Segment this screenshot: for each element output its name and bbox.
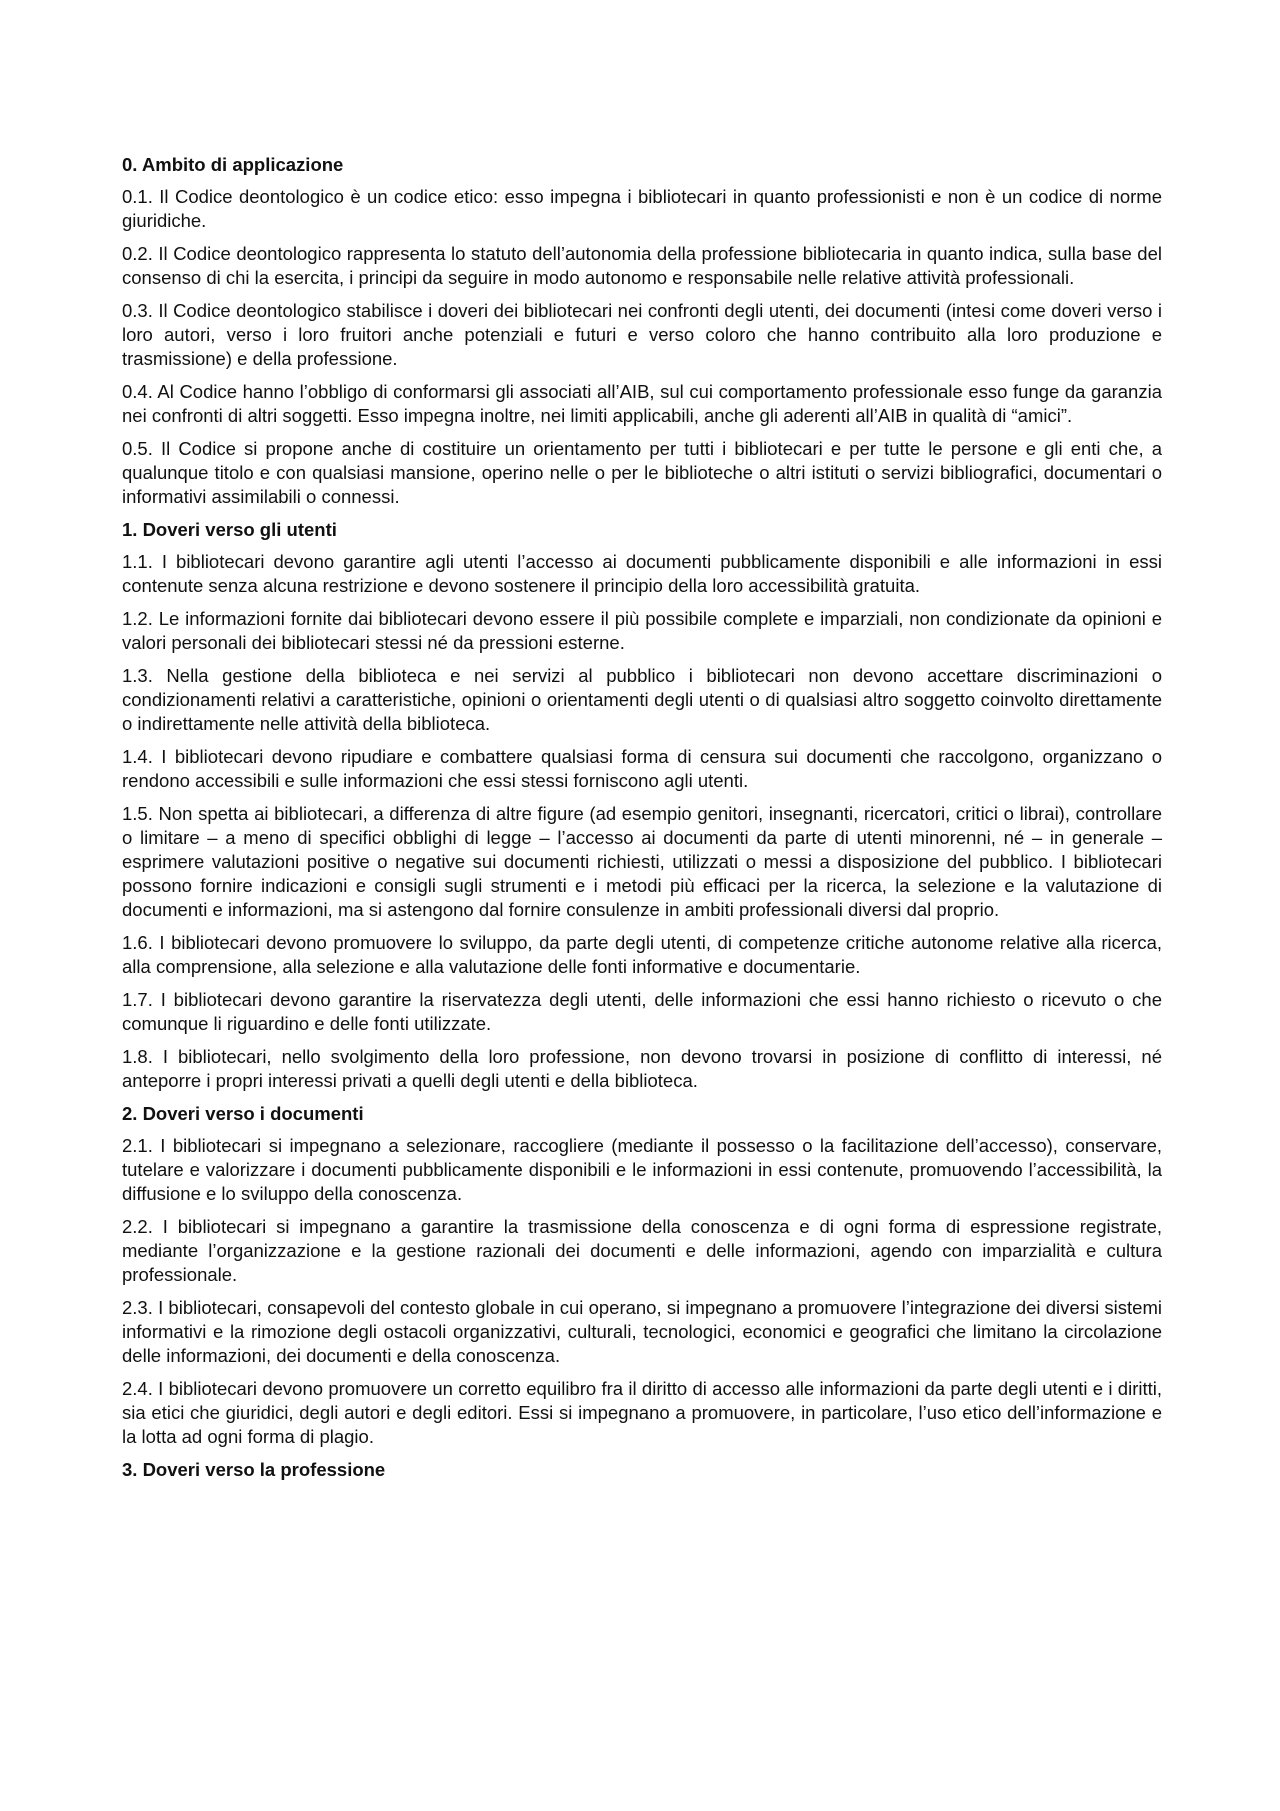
section-ambito [122, 153, 1162, 509]
section-heading: 0. Ambito di applicazione [122, 154, 344, 175]
paragraph-2-2: 2.2. I bibliotecari si impegnano a garantire la trasmissione della conoscenza e di ogni forma di espressione registrate, mediante l’organizzazione e la gestione razionali dei documenti e delle informazioni, agendo con imparzialità e cultura professionale. [122, 1216, 1162, 1285]
section-heading: 1. Doveri verso gli utenti [122, 519, 337, 540]
section-doveri-utenti [122, 518, 1162, 1093]
paragraph-2-1: 2.1. I bibliotecari si impegnano a selezionare, raccogliere (mediante il possesso o la facilitazione dell’accesso), conservare, tutelare e valorizzare i documenti pubblicamente disponibili e le informazioni in essi contenute, promuovendo l’accessibilità, la diffusione e lo sviluppo della conoscenza. [122, 1135, 1162, 1204]
paragraph-1-7: 1.7. I bibliotecari devono garantire la riservatezza degli utenti, delle informazioni che essi hanno richiesto o ricevuto o che comunque li riguardino e delle fonti utilizzate. [122, 989, 1162, 1034]
paragraph-0-4: 0.4. Al Codice hanno l’obbligo di conformarsi gli associati all’AIB, sul cui comportamento professionale esso funge da garanzia nei confronti di altri soggetti. Esso impegna inoltre, nei limiti applicabili, anche gli aderenti all’AIB in qualità di “amici”. [122, 381, 1162, 426]
section-doveri-documenti [122, 1102, 1162, 1449]
paragraph-0-2: 0.2. Il Codice deontologico rappresenta lo statuto dell’autonomia della professione bibliotecaria in quanto indica, sulla base del consenso di chi la esercita, i principi da seguire in modo autonomo e responsabile nelle relative attività professionali. [122, 243, 1162, 288]
section-doveri-professione [122, 1458, 1162, 1482]
paragraph-0-1: 0.1. Il Codice deontologico è un codice etico: esso impegna i bibliotecari in quanto professionisti e non è un codice di norme giuridiche. [122, 186, 1162, 231]
paragraph-1-3: 1.3. Nella gestione della biblioteca e nei servizi al pubblico i bibliotecari non devono accettare discriminazioni o condizionamenti relativi a caratteristiche, opinioni o orientamenti degli utenti o di qualsiasi altro soggetto coinvolto direttamente o indirettamente nelle attività della biblioteca. [122, 665, 1162, 734]
paragraph-1-8: 1.8. I bibliotecari, nello svolgimento della loro professione, non devono trovarsi in posizione di conflitto di interessi, né anteporre i propri interessi privati a quelli degli utenti e della biblioteca. [122, 1046, 1162, 1091]
paragraph-0-5: 0.5. Il Codice si propone anche di costituire un orientamento per tutti i bibliotecari e per tutte le persone e gli enti che, a qualunque titolo e con qualsiasi mansione, operino nelle o per le biblioteche o altri istituti o servizi bibliografici, documentari o informativi assimilabili o connessi. [122, 438, 1162, 507]
paragraph-1-4: 1.4. I bibliotecari devono ripudiare e combattere qualsiasi forma di censura sui documenti che raccolgono, organizzano o rendono accessibili e sulle informazioni che essi stessi forniscono agli utenti. [122, 746, 1162, 791]
paragraph-1-5: 1.5. Non spetta ai bibliotecari, a differenza di altre figure (ad esempio genitori, insegnanti, ricercatori, critici o librai), controllare o limitare – a meno di specifici obblighi di legge – l’accesso ai documenti da parte di utenti minorenni, né – in generale – esprimere valutazioni positive o negative sui documenti richiesti, utilizzati o messi a disposizione del pubblico. I bibliotecari possono fornire indicazioni e consigli sugli strumenti e i metodi più efficaci per la ricerca, la selezione e la valutazione di documenti e informazioni, ma si astengono dal fornire consulenze in ambiti professionali diversi dal proprio. [122, 803, 1162, 920]
paragraph-2-3: 2.3. I bibliotecari, consapevoli del contesto globale in cui operano, si impegnano a promuovere l’integrazione dei diversi sistemi informativi e la rimozione degli ostacoli organizzativi, culturali, tecnologici, economici e geografici che limitano la circolazione delle informazioni, dei documenti e della conoscenza. [122, 1297, 1162, 1366]
paragraph-2-4: 2.4. I bibliotecari devono promuovere un corretto equilibro fra il diritto di accesso alle informazioni da parte degli utenti e i diritti, sia etici che giuridici, degli autori e degli editori. Essi si impegnano a promuovere, in particolare, l’uso etico dell’informazione e la lotta ad ogni forma di plagio. [122, 1378, 1162, 1447]
document-page [122, 153, 1162, 1490]
paragraph-1-6: 1.6. I bibliotecari devono promuovere lo sviluppo, da parte degli utenti, di competenze critiche autonome relative alla ricerca, alla comprensione, alla selezione e alla valutazione delle fonti informative e documentarie. [122, 932, 1162, 977]
paragraph-1-1: 1.1. I bibliotecari devono garantire agli utenti l’accesso ai documenti pubblicamente disponibili e alle informazioni in essi contenute senza alcuna restrizione e devono sostenere il principio della loro accessibilità gratuita. [122, 551, 1162, 596]
paragraph-1-2: 1.2. Le informazioni fornite dai bibliotecari devono essere il più possibile complete e imparziali, non condizionate da opinioni e valori personali dei bibliotecari stessi né da pressioni esterne. [122, 608, 1162, 653]
paragraph-0-3: 0.3. Il Codice deontologico stabilisce i doveri dei bibliotecari nei confronti degli utenti, dei documenti (intesi come doveri verso i loro autori, verso i loro fruitori anche potenziali e futuri e verso coloro che hanno contribuito alla loro produzione e trasmissione) e della professione. [122, 300, 1162, 369]
section-heading: 2. Doveri verso i documenti [122, 1103, 364, 1124]
section-heading: 3. Doveri verso la professione [122, 1459, 386, 1480]
